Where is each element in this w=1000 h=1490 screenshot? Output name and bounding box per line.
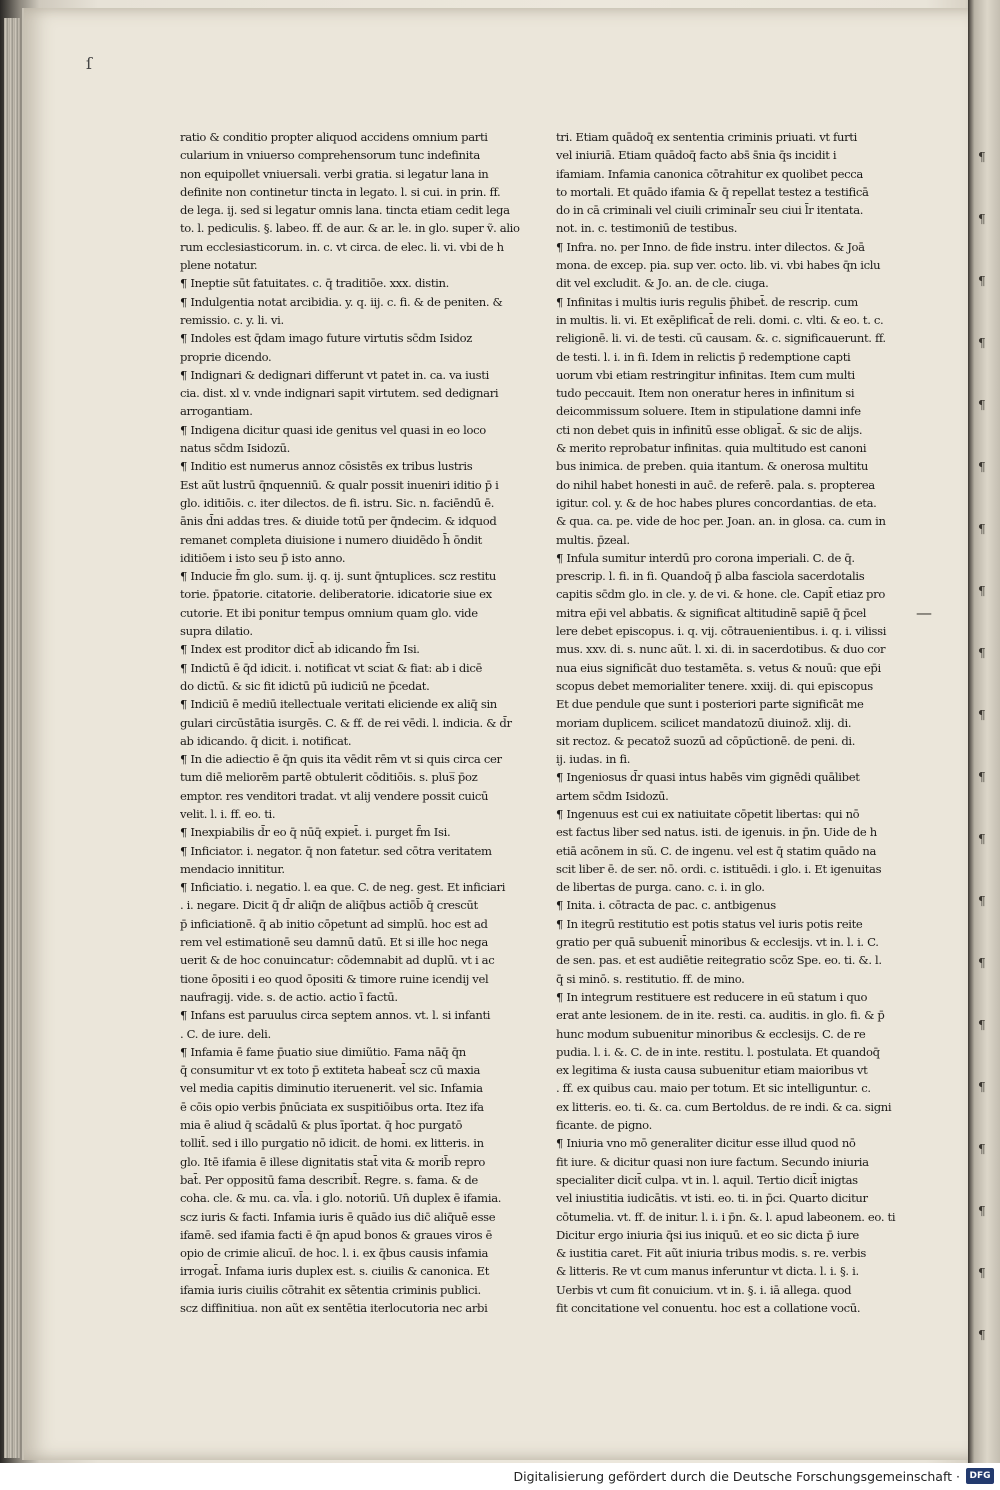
text-line: vel media capitis diminutio iteruenerit. vel sic. Infamia (180, 1081, 483, 1096)
text-line: ānis d̄ni addas tres. & diuide totū per q̄ndecim. & idquod (180, 514, 497, 529)
text-line: ficante. de pigno. (556, 1118, 652, 1133)
text-line: ¶ Inditio est numerus annoz cōsistēs ex tribus lustris (180, 459, 473, 474)
text-line: q̄ si minō. s. restitutio. ff. de mino. (556, 971, 745, 986)
next-page-glyph: ¶ (978, 212, 986, 226)
text-line: ¶ Infamia ē fame p̄uatio siue dimiũtio. Fama nāq̄ q̄n (180, 1044, 466, 1059)
text-line: p̄ inficiationē. q̄ ab initio cōpetunt ad simplū. hoc est ad (180, 916, 488, 931)
text-line: est factus liber sed natus. isti. de igenuis. in p̄n. Uide de h (556, 825, 877, 840)
text-line: coha. cle. & mu. ca. vl̄a. i glo. notoriū. Un̄ duplex ē ifamia. (180, 1191, 502, 1206)
text-line: cōtumelia. vt. ff. de initur. l. i. i p̄n. &. l. apud labeonem. eo. ti (556, 1209, 896, 1224)
text-line: irrogat̄. Infama iuris duplex est. s. ciuilis & canonica. Et (180, 1264, 490, 1279)
text-line: do nihil habet honesti in auc̄. de referē. pala. s. propterea (556, 477, 875, 492)
text-line: ¶ Indoles est q̄dam imago future virtutis sc̄dm Isidoz (180, 331, 472, 346)
text-line: lere debet episcopus. i. q. vij. cōtrauenientibus. i. q. i. vilissi (556, 624, 887, 639)
text-line: sit rectoz. & pecatoz̄ suozū ad cōpūctionē. de peni. di. (556, 733, 856, 748)
text-line: natus sc̄dm Isidozū. (180, 441, 290, 456)
text-line: ¶ Inexpiabilis d̄r eo q̄ nūq̄ expiet̄. i. purget f̄m Isi. (180, 825, 451, 840)
text-line: vel iniuriā. Etiam quādoq̄ facto abs̄ s̄nia q̄s incidit i (556, 148, 837, 163)
text-line: & iustitia caret. Fit aũt iniuria tribus modis. s. re. verbis (556, 1246, 866, 1261)
text-line: definite non continetur tincta in legato. l. si cui. in prin. ff. (180, 184, 501, 199)
text-line: tione ōpositi i eo quod ōpositi & timore ruine icendij vel (180, 971, 489, 986)
text-line: fit iure. & dicitur quasi non iure factum. Secundo iniuria (556, 1154, 869, 1169)
text-line: plene notatur. (180, 258, 258, 273)
text-line: rem vel estimationē seu damnū datū. Et si ille hoc nega (180, 935, 488, 950)
text-line: de sen. pas. et est audiētie reitegratio scōz Spe. eo. ti. &. l. (556, 953, 882, 968)
next-page-glyph: ¶ (978, 1266, 986, 1280)
text-line: ¶ Infula sumitur interdū pro corona imperiali. C. de q̄. (556, 550, 855, 565)
text-line: . ff. ex quibus cau. maio per totum. Et sic intelliguntur. c. (556, 1081, 871, 1096)
text-line: cutorie. Et ibi ponitur tempus omnium quam glo. vide (180, 605, 478, 620)
text-line: tollit̄. sed i illo purgatio nō idicit. de homi. ex litteris. in (180, 1136, 484, 1151)
text-line: gratio per quā subuenit̄ minoribus & ecclesijs. vt in. l. i. C. (556, 935, 879, 950)
text-line: ex litteris. eo. ti. &. ca. cum Bertoldus. de re indi. & ca. signi (556, 1099, 892, 1114)
text-line: ¶ Ingeniosus d̄r quasi intus habēs vim gignēdi quālibet (556, 770, 860, 785)
text-line: mitra ep̄i vel abbatis. & significat altitudinē sapiē q̄ p̄cel (556, 605, 867, 620)
digitization-footer (0, 1463, 1000, 1490)
text-line: ex legitima & iusta causa subuenitur etiam maioribus vt (556, 1063, 868, 1078)
footer-credit: Digitalisierung gefördert durch die Deutsche Forschungsgemeinschaft · (513, 1469, 960, 1484)
text-line: supra dilatio. (180, 624, 253, 639)
text-line: proprie dicendo. (180, 349, 272, 364)
next-page-glyph: ¶ (978, 460, 986, 474)
next-page-glyph: ¶ (978, 1142, 986, 1156)
page-stack-edge-right (968, 0, 1000, 1463)
text-line: remanet completa diuisione i numero diuidēdo h̄ ōndit (180, 532, 482, 547)
text-column-right (556, 128, 918, 1317)
text-line: do in cā criminali vel ciuili criminal̄r seu ciui l̄r itentata. (556, 203, 864, 218)
next-page-glyph: ¶ (978, 956, 986, 970)
text-line: bat̄. Per oppositū fama describit̄. Regre. s. fama. & de (180, 1172, 478, 1187)
text-line: velit. l. i. ff. eo. ti. (180, 806, 276, 821)
text-line: igitur. col. y. & de hoc habes plures concordantias. de eta. (556, 495, 877, 510)
text-line: naufragij. vide. s. de actio. actio ī factū. (180, 989, 398, 1004)
text-line: ifamiam. Infamia canonica cōtrahitur ex quolibet pecca (556, 166, 863, 181)
next-page-glyph: ¶ (978, 1328, 986, 1342)
text-line: artem sc̄dm Isidozū. (556, 788, 669, 803)
text-line: to. l. pediculis. §. labeo. ff. de aur. & ar. le. in glo. super ṽ. alio (180, 221, 520, 236)
text-line: glo. iditiōis. c. iter dilectos. de fi. istru. Sic. n. faciēndū ē. (180, 495, 495, 510)
next-page-glyph: ¶ (978, 1080, 986, 1094)
text-line: ¶ Indiciū ē mediū itellectuale veritati eliciende ex aliq̄ sin (180, 697, 497, 712)
text-line: ¶ Iniuria vno mō generaliter dicitur esse illud quod nō (556, 1136, 856, 1151)
next-page-glyph: ¶ (978, 708, 986, 722)
text-line: opio de crimie alicuī. de hoc. l. i. ex q̄bus causis infamia (180, 1246, 489, 1261)
text-line: ij. iudas. in fi. (556, 752, 631, 767)
text-line: ¶ Ingenuus est cui ex natiuitate cōpetit libertas: qui nō (556, 806, 860, 821)
text-line: de testi. l. i. in fi. Idem in relictis p̄ redemptione capti (556, 349, 851, 364)
text-line: multis. p̄zeal. (556, 532, 630, 547)
next-page-glyph: ¶ (978, 522, 986, 536)
next-page-glyph: ¶ (978, 398, 986, 412)
text-line: erat ante lesionem. de in ite. resti. ca. auditis. in glo. fi. & p̄ (556, 1008, 885, 1023)
text-line: specialiter dicit̄ culpa. vt in. l. aquil. Tertio dicit̄ inigtas (556, 1172, 858, 1187)
text-line: ¶ In integrum restituere est reducere in eū statum i quo (556, 989, 868, 1004)
text-line: ¶ Infinitas i multis iuris regulis p̄hibet̄. de rescrip. cum (556, 294, 858, 309)
next-page-glyph: ¶ (978, 584, 986, 598)
text-line: & merito reprobatur infinitas. quia multitudo est canoni (556, 441, 867, 456)
text-line: gulari circūstātia isurgēs. C. & ff. de rei vēdi. l. indicia. & d̄r (180, 715, 512, 730)
text-line: ¶ Inficiatio. i. negatio. l. ea que. C. de neg. gest. Et inficiari (180, 880, 506, 895)
next-page-glyph: ¶ (978, 646, 986, 660)
text-line: Est aũt lustrū q̄nquenniū. & qualr possit inueniri iditio p̄ i (180, 477, 499, 492)
page-corner-mark: ſ (86, 54, 92, 73)
text-line: iditiōem i isto seu p̄ isto anno. (180, 550, 346, 565)
text-line: pudia. l. i. &. C. de in inte. restitu. l. postulata. Et quandoq̄ (556, 1044, 880, 1059)
next-page-glyph: ¶ (978, 274, 986, 288)
text-line: ¶ Infans est paruulus circa septem annos. vt. l. si infanti (180, 1008, 491, 1023)
text-line: ¶ Indigena dicitur quasi ide genitus vel quasi in eo loco (180, 422, 486, 437)
text-line: mona. de excep. pia. sup ver. octo. lib. vi. vbi habes q̄n iclu (556, 258, 881, 273)
text-line: uerit & de hoc conuincatur: cōdemnabit ad duplū. vt i ac (180, 953, 495, 968)
text-line: mia ē aliud q̄ scādalū & plus īportat. q̄ hoc purgatō (180, 1118, 463, 1133)
text-line: & litteris. Re vt cum manus inferuntur vt dicta. l. i. §. i. (556, 1264, 859, 1279)
text-line: Uerbis vt cum fit conuicium. vt in. §. i. iā allega. quod (556, 1282, 852, 1297)
text-line: ¶ Indictū ē q̄d idicit. i. notificat vt sciat & fiat: ab i dicē (180, 660, 482, 675)
text-line: uorum vbi etiam restringitur infinitas. Item cum multi (556, 367, 855, 382)
text-line: mus. xxv. di. s. nunc aũt. l. xi. di. in sacerdotibus. & duo cor (556, 642, 886, 657)
text-line: ¶ Inita. i. cōtracta de pac. c. antbigenus (556, 898, 776, 913)
next-page-glyph: ¶ (978, 832, 986, 846)
text-line: moriam duplicem. scilicet mandatozū diuinoz̄. xlij. di. (556, 715, 852, 730)
next-page-glyph: ¶ (978, 1018, 986, 1032)
text-line: tudo peccauit. Item non oneratur heres in infinitum si (556, 386, 855, 401)
text-line: emptor. res venditori tradat. vt alij vendere possit cuicū (180, 788, 489, 803)
text-line: bus inimica. de preben. quia itantum. & onerosa multitu (556, 459, 869, 474)
text-line: tri. Etiam quādoq̄ ex sententia criminis priuati. vt furti (556, 130, 857, 144)
next-page-glyph: ¶ (978, 150, 986, 164)
text-line: dit vel excludit. & Jo. an. de cle. ciuga. (556, 276, 769, 291)
text-line: ratio & conditio propter aliquod accidens omnium parti (180, 130, 488, 144)
text-line: de lega. ij. sed si legatur omnis lana. tincta etiam cedit lega (180, 203, 510, 218)
text-line: to mortali. Et quādo ifamia & q̄ repellat testez a testificā (556, 184, 869, 199)
text-line: glo. Itē ifamia ē illese dignitatis stat̄ vita & morib̄ repro (180, 1154, 486, 1169)
page-stack-edge-left (4, 18, 20, 1458)
text-column-left (180, 128, 540, 1317)
text-line: rum ecclesiasticorum. in. c. vt circa. de elec. li. vi. vbi de h (180, 239, 504, 254)
text-line: & qua. ca. pe. vide de hoc per. Joan. an. in glosa. ca. cum in (556, 514, 886, 529)
text-line: cia. dist. xl v. vnde indignari sapit virtutem. sed dedignari (180, 386, 499, 401)
text-line: not. in. c. testimoniū de testibus. (556, 221, 738, 236)
text-line: prescrip. l. fi. in fi. Quandoq̄ p̄ alba fasciola sacerdotalis (556, 569, 865, 584)
next-page-glyph: ¶ (978, 1204, 986, 1218)
text-line: cularium in vniuerso comprehensorum tunc indefinita (180, 148, 480, 163)
text-line: ifamē. sed ifamia facti ē q̄n apud bonos & graues viros ē (180, 1227, 493, 1242)
text-line: vel iniustitia iudicātis. vt isti. eo. ti. in p̄ci. Quarto dicitur (556, 1191, 868, 1206)
text-line: ¶ Index est proditor dict̄ ab idicando f̄m Isi. (180, 642, 420, 657)
next-page-glyph: ¶ (978, 336, 986, 350)
text-line: ¶ Indulgentia notat arcibidia. y. q. iij. c. fi. & de peniten. & (180, 294, 503, 309)
next-page-glyph: ¶ (978, 894, 986, 908)
text-line: ¶ In die adiectio ē q̄n quis ita vēdit rēm vt si quis circa cer (180, 752, 502, 767)
text-line: non equipollet vniuersali. verbi gratia. si legatur lana in (180, 166, 489, 181)
text-line: hunc modum subuenitur minoribus & ecclesijs. C. de re (556, 1026, 866, 1041)
text-line: scz iuris & facti. Infamia iuris ē quādo ius dic̄ aliq̄uē esse (180, 1209, 496, 1224)
text-line: tum diē meliorēm partē obtulerit cōditiōis. s. plus̅ p̄oz (180, 770, 478, 785)
text-line: ¶ Inducie f̄m glo. sum. ij. q. ij. sunt q̄ntuplices. scz restitu (180, 569, 497, 584)
text-line: Et due pendule que sunt i posteriori parte significāt me (556, 697, 864, 712)
text-line: cti non debet quis in infinitū esse obligat̄. & sic de alijs. (556, 422, 863, 437)
text-line: religionē. li. vi. de testi. cū causam. &. c. significauerunt. ff. (556, 331, 886, 346)
text-line: mendacio innititur. (180, 861, 285, 876)
text-line: scopus debet memorialiter tenere. xxiij. di. qui episcopus (556, 678, 873, 693)
text-line: Dicitur ergo iniuria q̄si ius iniquū. et eo sic dicta p̄ iure (556, 1227, 859, 1242)
text-line: ¶ Indignari & dedignari differunt vt patet in. ca. va iusti (180, 367, 489, 382)
text-line: ifamia iuris ciuilis cōtrahit ex sētentia criminis publici. (180, 1282, 481, 1297)
margin-mark: — (916, 603, 932, 622)
text-line: ¶ In itegrū restitutio est potis status vel iuris potis reite (556, 916, 863, 931)
text-line: arrogantiam. (180, 404, 253, 419)
text-line: scit liber ē. de ser. nō. ordi. c. istituēdi. i glo. i. Et igenuitas (556, 861, 882, 876)
text-line: q̄ consumitur vt ex toto p̄ extiteta habeat̄ scz cū maxia (180, 1063, 481, 1078)
text-line: deicommissum soluere. Item in stipulatione damni infe (556, 404, 861, 419)
text-line: remissio. c. y. li. vi. (180, 312, 284, 327)
text-line: ē cōis opio verbis p̄nūciata ex suspitiōibus orta. Itez ifa (180, 1099, 484, 1114)
text-line: capitis sc̄dm glo. in cle. y. de vi. & hone. cle. Capit̄ etiaz pro (556, 587, 885, 602)
text-line: ¶ Ineptie sūt fatuitates. c. q̄ traditiōe. xxx. distin. (180, 276, 449, 291)
text-line: ¶ Inficiator. i. negator. q̄ non fatetur. sed cōtra veritatem (180, 843, 492, 858)
text-line: fit concitatione vel conuentu. hoc est a collatione vocū. (556, 1301, 861, 1315)
text-line: etiā acōnem in sũ. C. de ingenu. vel est q̄ statim quādo na (556, 843, 877, 858)
text-line: ¶ Infra. no. per Inno. de fide instru. inter dilectos. & Joā (556, 239, 865, 254)
text-line: . C. de iure. deli. (180, 1026, 271, 1041)
text-line: ab idicando. q̄ dicit. i. notificat. (180, 733, 352, 748)
text-line: nua eius significāt duo testamēta. s. vetus & nouū: que ep̄i (556, 660, 881, 675)
text-line: . i. negare. Dicit q̄ d̄r aliq̄n de aliq̄bus actiōb̄ q̄ crescūt (180, 898, 478, 913)
text-line: torie. p̄patorie. citatorie. deliberatorie. idicatorie siue ex (180, 587, 492, 602)
text-line: scz diffinitiua. non aũt ex sentētia iterlocutoria nec arbi (180, 1301, 488, 1315)
dfg-logo: DFG (966, 1468, 994, 1484)
text-line: de libertas de purga. cano. c. i. in glo. (556, 880, 765, 895)
next-page-glyph: ¶ (978, 770, 986, 784)
text-line: in multis. li. vi. Et exēplificat̄ de reli. domi. c. vlti. & eo. t. c. (556, 312, 884, 327)
text-line: do dictū. & sic fit idictū pū iudiciū ne p̄cedat. (180, 678, 430, 693)
